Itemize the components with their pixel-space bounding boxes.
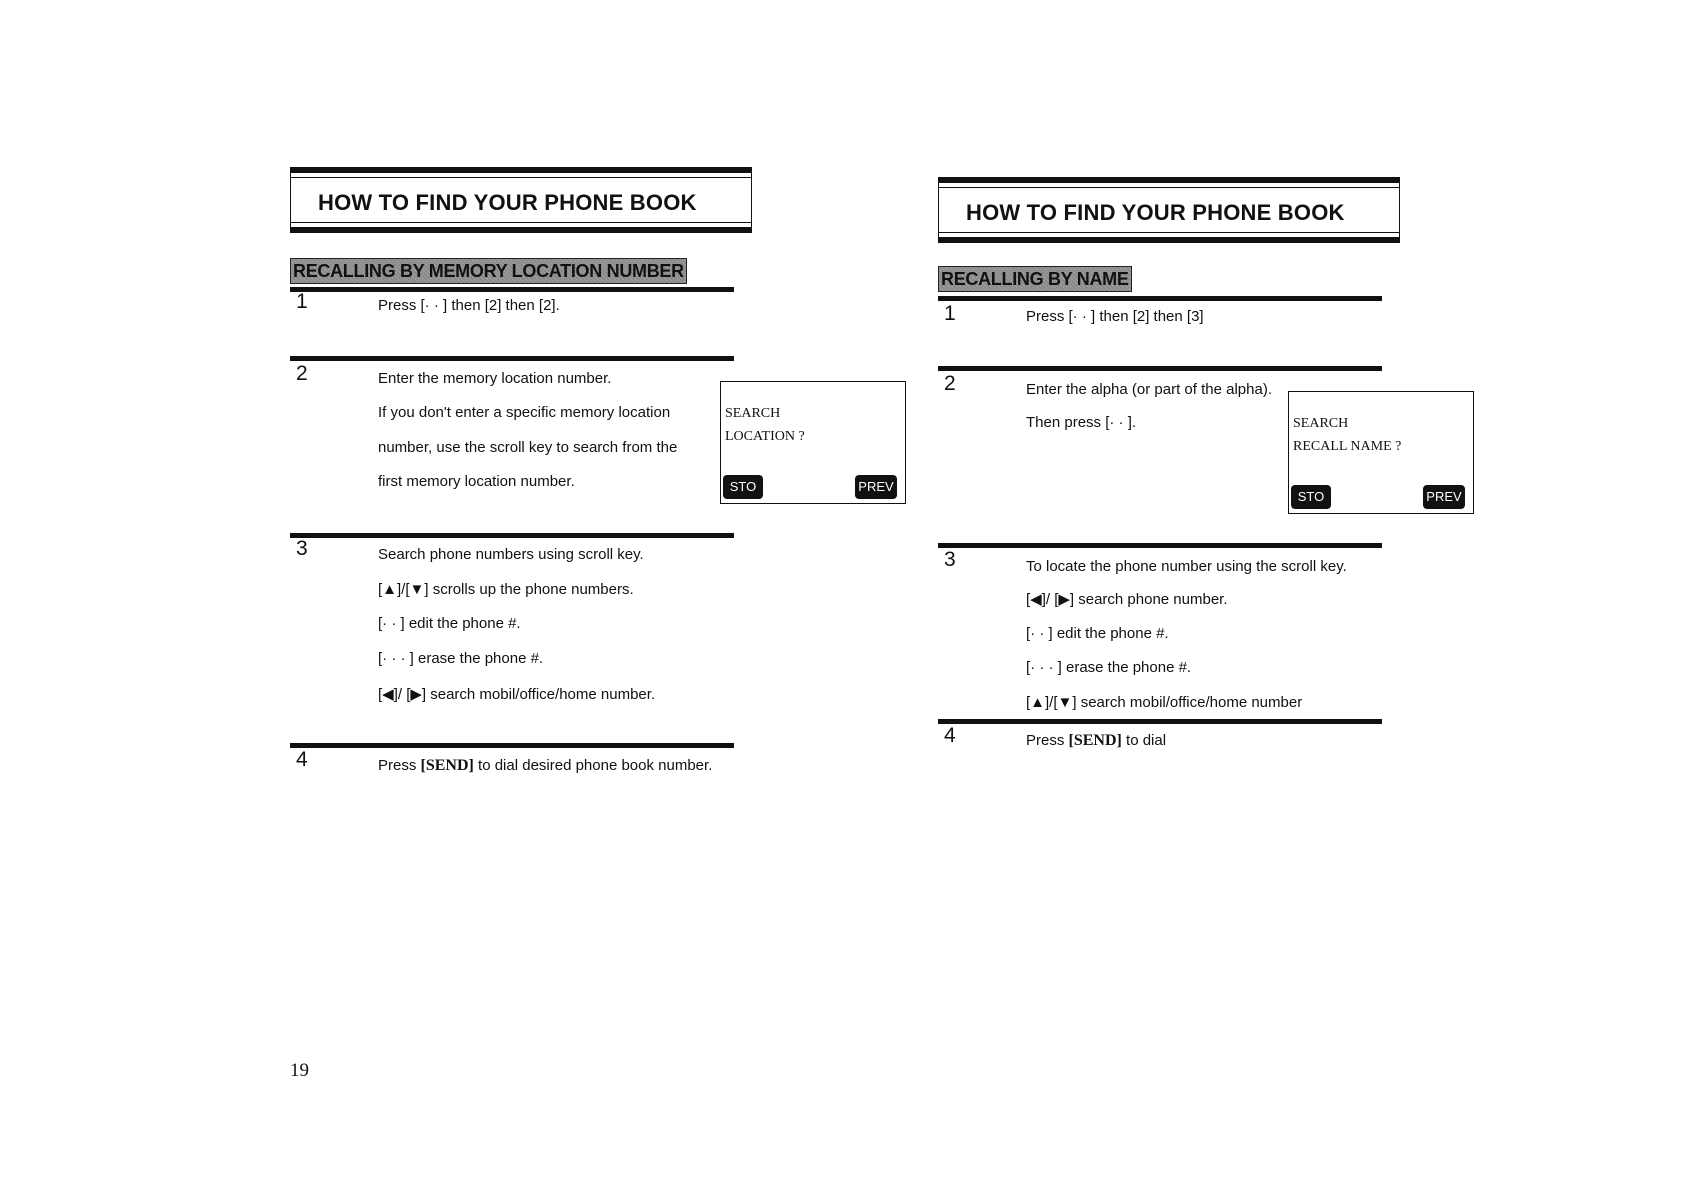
page-number: 19 bbox=[290, 1060, 309, 1081]
right-lcd-sto-key: STO bbox=[1291, 485, 1331, 509]
right-title-box bbox=[938, 177, 1400, 243]
left-step-4-line bbox=[378, 757, 712, 775]
left-step-2-number: 2 bbox=[296, 362, 308, 385]
left-step-3-line-3: [· · ] edit the phone #. bbox=[378, 615, 521, 632]
right-page-title: HOW TO FIND YOUR PHONE BOOK bbox=[966, 200, 1345, 225]
left-step-4-send-key: [SEND] bbox=[420, 757, 474, 774]
right-step-3-number: 3 bbox=[944, 548, 956, 571]
left-step-2-line-3: number, use the scroll key to search from the bbox=[378, 439, 678, 456]
right-step-4-suffix: to dial bbox=[1121, 732, 1167, 749]
right-step-2-line-2: Then press [· · ]. bbox=[1026, 414, 1137, 431]
left-rule-2 bbox=[290, 356, 734, 361]
left-step-2-line-4: first memory location number. bbox=[378, 473, 575, 490]
left-rule-1 bbox=[290, 287, 734, 292]
left-lcd-screen bbox=[720, 381, 906, 504]
right-step-3-line-3: [· · ] edit the phone #. bbox=[1026, 625, 1169, 642]
right-step-3-line-2: [◀]/ [▶] search phone number. bbox=[1026, 591, 1228, 608]
right-step-1-number: 1 bbox=[944, 302, 956, 325]
left-lcd-line-2: LOCATION ? bbox=[725, 429, 805, 444]
left-page-title: HOW TO FIND YOUR PHONE BOOK bbox=[318, 190, 697, 215]
right-rule-4 bbox=[938, 719, 1382, 724]
left-rule-3 bbox=[290, 533, 734, 538]
right-step-4-send-key: [SEND] bbox=[1068, 732, 1122, 749]
right-step-3-line-1: To locate the phone number using the scroll key. bbox=[1026, 558, 1347, 575]
right-step-1-line-1: Press [· · ] then [2] then [3] bbox=[1026, 308, 1204, 325]
left-step-2-line-1: Enter the memory location number. bbox=[378, 370, 612, 387]
left-step-4-suffix: to dial desired phone book number. bbox=[473, 757, 713, 774]
left-section-heading: RECALLING BY MEMORY LOCATION NUMBER bbox=[290, 258, 687, 284]
left-step-1-number: 1 bbox=[296, 290, 308, 313]
left-step-4-prefix: Press bbox=[378, 757, 421, 774]
right-step-4-number: 4 bbox=[944, 724, 956, 747]
left-lcd-prev-key: PREV bbox=[855, 475, 897, 499]
right-section-heading: RECALLING BY NAME bbox=[938, 266, 1132, 292]
right-rule-1 bbox=[938, 296, 1382, 301]
left-step-3-number: 3 bbox=[296, 537, 308, 560]
left-lcd-sto-key: STO bbox=[723, 475, 763, 499]
right-rule-3 bbox=[938, 543, 1382, 548]
left-step-3-line-1: Search phone numbers using scroll key. bbox=[378, 546, 644, 563]
right-step-3-line-4: [· · · ] erase the phone #. bbox=[1026, 659, 1192, 676]
right-step-4-prefix: Press bbox=[1026, 732, 1069, 749]
right-rule-2 bbox=[938, 366, 1382, 371]
left-step-3-line-2: [▲]/[▼] scrolls up the phone numbers. bbox=[378, 581, 634, 598]
right-step-2-line-1: Enter the alpha (or part of the alpha). bbox=[1026, 381, 1272, 398]
right-step-2-number: 2 bbox=[944, 372, 956, 395]
left-step-2-line-2: If you don't enter a specific memory location bbox=[378, 404, 671, 421]
right-lcd-screen bbox=[1288, 391, 1474, 514]
left-step-1-line-1: Press [· · ] then [2] then [2]. bbox=[378, 297, 560, 314]
right-lcd-prev-key: PREV bbox=[1423, 485, 1465, 509]
left-step-3-line-4: [· · · ] erase the phone #. bbox=[378, 650, 544, 667]
left-step-3-line-5: [◀]/ [▶] search mobil/office/home number. bbox=[378, 686, 656, 703]
right-lcd-line-1: SEARCH bbox=[1293, 416, 1349, 431]
left-rule-4 bbox=[290, 743, 734, 748]
left-title-box bbox=[290, 167, 752, 233]
left-step-4-number: 4 bbox=[296, 748, 308, 771]
right-step-4-line bbox=[1026, 732, 1166, 750]
right-step-3-line-5: [▲]/[▼] search mobil/office/home number bbox=[1026, 694, 1303, 711]
right-lcd-line-2: RECALL NAME ? bbox=[1293, 439, 1402, 454]
left-lcd-line-1: SEARCH bbox=[725, 406, 781, 421]
